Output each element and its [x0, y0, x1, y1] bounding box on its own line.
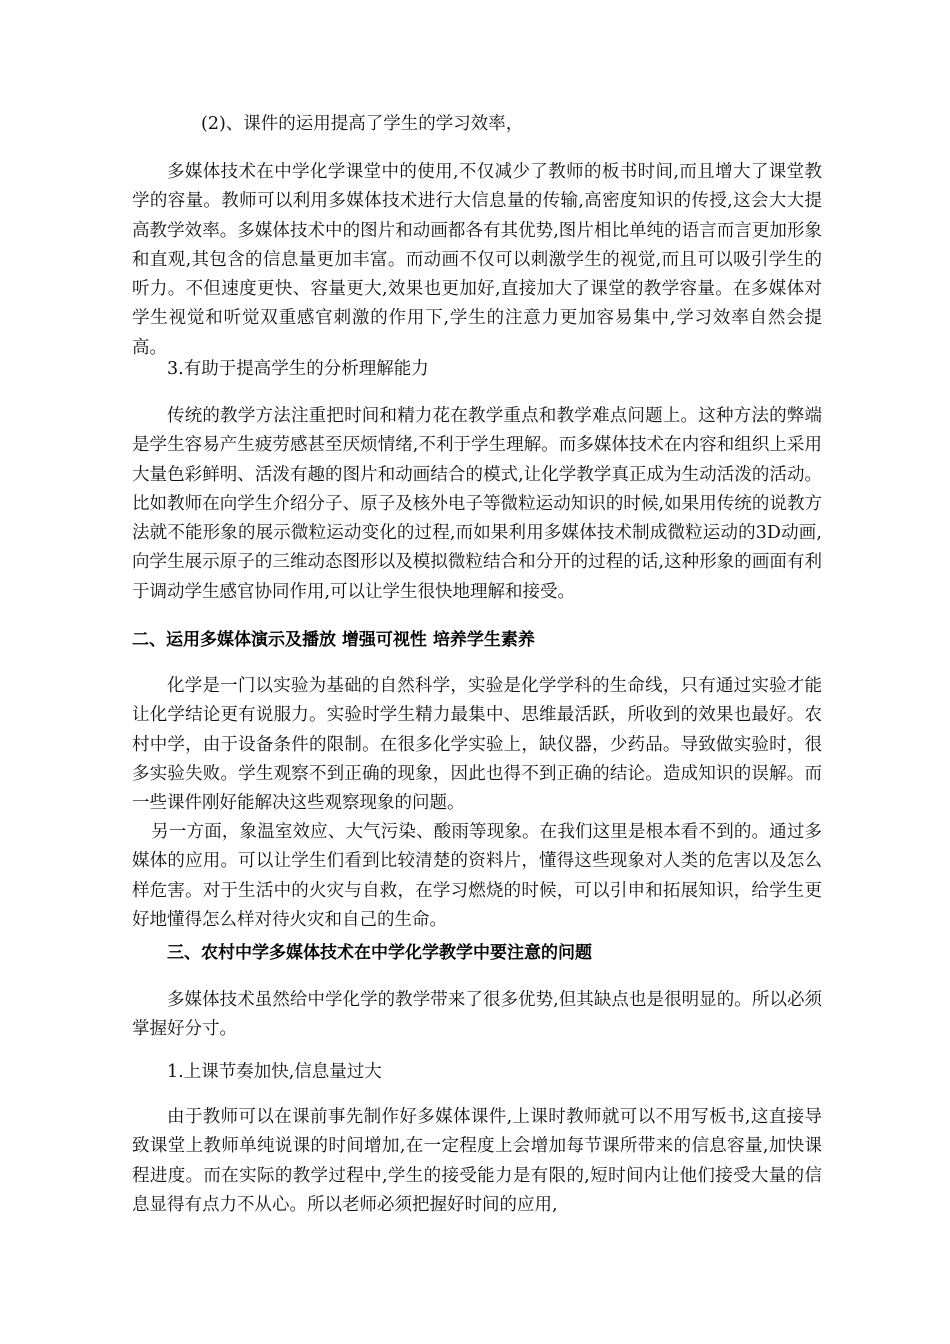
item-1-heading: 1.上课节奏加快,信息量过大 — [167, 1062, 382, 1082]
paragraph-learning-efficiency: 多媒体技术在中学化学课堂中的使用,不仅减少了教师的板书时间,而且增大了课堂教学的容量。教师可以利用多媒体技术进行大信息量的传输,高密度知识的传授,这会大大提高教学效率。多媒体技术中的图片和动画都各有其优势,图片相比单纯的语言而言更加形象和直观,其包含的信息量更加丰富。而动画不仅可以刺激学生的视觉,而且可以吸引学生的听力。不但速度更快、容量更大,效果也更加好,直接加大了课堂的教学容量。在多媒体对学生视觉和听觉双重感官刺激的作用下,学生的注意力更加容易集中,学习效率自然会提高。 — [132, 162, 822, 358]
paragraph-experiments: 化学是一门以实验为基础的自然科学，实验是化学学科的生命线，只有通过实验才能让化学结论更有说服力。实验时学生精力最集中、思维最活跃，所收到的效果也最好。农村中学，由于设备条件的限制。在很多化学实验上，缺仪器，少药品。导致做实验时，很多实验失败。学生观察不到正确的现象，因此也得不到正确的结论。造成知识的误解。而一些课件刚好能解决这些观察现象的问题。 — [132, 676, 822, 814]
section-3-heading: 三、农村中学多媒体技术在中学化学教学中要注意的问题 — [167, 943, 592, 963]
item-2-heading: (2)、课件的运用提高了学生的学习效率， — [201, 114, 524, 134]
paragraph-class-pace: 由于教师可以在课前事先制作好多媒体课件,上课时教师就可以不用写板书,这直接导致课堂上教师单纯说课的时间增加,在一定程度上会增加每节课所带来的信息容量,加快课程进度。而在实际的教学过程中,学生的接受能力是有限的,短时间内让他们接受大量的信息显得有点力不从心。所以老师必须把握好时间的应用, — [132, 1107, 822, 1215]
paragraph-phenomena: 另一方面，象温室效应、大气污染、酸雨等现象。在我们这里是根本看不到的。通过多媒体的应用。可以让学生们看到比较清楚的资料片，懂得这些现象对人类的危害以及怎么样危害。对于生活中的火灾与自救，在学习燃烧的时候，可以引申和拓展知识，给学生更好地懂得怎么样对待火灾和自己的生命。 — [132, 822, 822, 930]
paragraph-drawbacks: 多媒体技术虽然给中学化学的教学带来了很多优势,但其缺点也是很明显的。所以必须掌握好分寸。 — [132, 990, 822, 1040]
paragraph-analysis-ability: 传统的教学方法注重把时间和精力花在教学重点和教学难点问题上。这种方法的弊端是学生容易产生疲劳感甚至厌烦情绪,不利于学生理解。而多媒体技术在内容和组织上采用大量色彩鲜明、活泼有趣的图片和动画结合的模式,让化学教学真正成为生动活泼的活动。比如教师在向学生介绍分子、原子及核外电子等微粒运动知识的时候,如果用传统的说教方法就不能形象的展示微粒运动变化的过程,而如果利用多媒体技术制成微粒运动的3D动画,向学生展示原子的三维动态图形以及模拟微粒结合和分开的过程的话,这种形象的画面有利于调动学生感官协同作用,可以让学生很快地理解和接受。 — [132, 406, 822, 602]
section-2-heading: 二、运用多媒体演示及播放 增强可视性 培养学生素养 — [132, 630, 535, 650]
item-3-heading: 3.有助于提高学生的分析理解能力 — [167, 359, 429, 379]
